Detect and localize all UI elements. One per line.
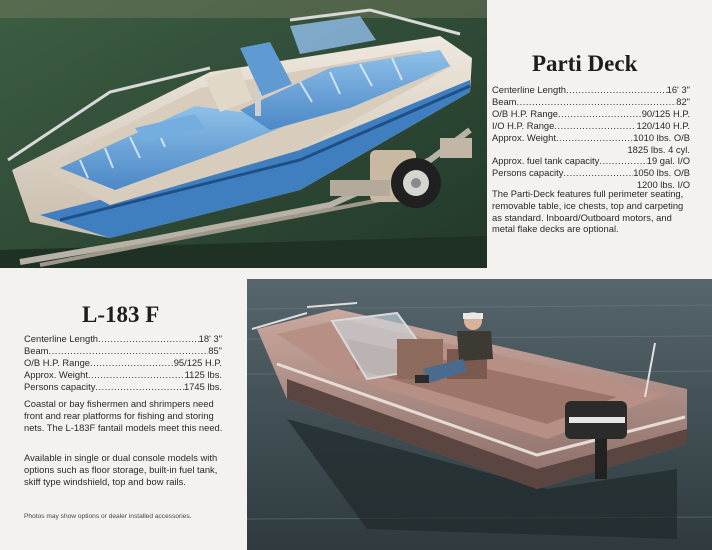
- parti-deck-title: Parti Deck: [532, 51, 638, 76]
- spec-value: 90/125 H.P.: [641, 107, 690, 119]
- l183f-description-1: Coastal or bay fishermen and shrimpers need front and rear platforms for fishing and storing nets. The L-183F fantail models meet this need.: [24, 398, 223, 433]
- spec-row: [492, 132, 690, 144]
- spec-label: Centerline Length: [24, 333, 99, 344]
- spec-label: O/B H.P. Range: [492, 107, 559, 119]
- spec-row: [492, 155, 690, 167]
- spec-value: 95/125 H.P.: [173, 356, 222, 368]
- spec-row: [24, 345, 222, 357]
- spec-value: 1825 lbs. 4 cyl.: [627, 143, 690, 155]
- spec-value: 1745 lbs.: [183, 380, 222, 392]
- parti-deck-description: The Parti-Deck features full perimeter seating, removable table, ice chests, top and carpeting as standard. Inboard/Outboard motors, and metal flake decks are optional.: [492, 188, 684, 235]
- parti-deck-photo: [0, 0, 487, 268]
- spec-row: [492, 108, 690, 120]
- spec-row: [492, 84, 690, 96]
- spec-row: [24, 369, 222, 381]
- spec-value: 1125 lbs.: [184, 368, 222, 380]
- spec-label: Beam: [492, 95, 517, 107]
- l183f-photo: [247, 279, 712, 550]
- spec-row-continuation: [492, 144, 690, 156]
- spec-value: 85": [208, 344, 222, 356]
- l183f-spec-list: [24, 333, 222, 393]
- spec-label: Persons capacity: [24, 380, 96, 392]
- spec-row: [492, 96, 690, 108]
- spec-value: 1200 lbs. I/O: [636, 179, 690, 191]
- parti-deck-spec-list: [492, 84, 690, 191]
- l183f-boat-illustration: [247, 279, 712, 550]
- spec-row: [492, 120, 690, 132]
- spec-value: 16' 3": [666, 84, 690, 95]
- parti-deck-boat-illustration: [0, 0, 487, 268]
- spec-row: [24, 357, 222, 369]
- spec-value: 1010 lbs. O/B: [633, 131, 690, 143]
- spec-value: 19 gal. I/O: [646, 155, 690, 167]
- spec-value: 1050 lbs. O/B: [633, 167, 690, 179]
- spec-label: Approx. fuel tank capacity: [492, 155, 600, 167]
- spec-value: 120/140 H.P.: [636, 119, 690, 131]
- spec-label: I/O H.P. Range: [492, 119, 555, 131]
- spec-row: [492, 167, 690, 179]
- spec-value: 82": [676, 95, 690, 107]
- spec-label: O/B H.P. Range: [24, 356, 91, 368]
- spec-row: [24, 333, 222, 345]
- spec-label: Beam: [24, 344, 49, 356]
- l183f-description-2: Available in single or dual console models with options such as floor storage, built-in fuel tank, skiff type windshield, top and bow rails.: [24, 452, 218, 487]
- l183f-title: L-183 F: [82, 302, 160, 327]
- spec-label: Centerline Length: [492, 84, 567, 95]
- footnote: Photos may show options or dealer installed accessories.: [24, 513, 192, 520]
- spec-label: Approx. Weight: [24, 368, 88, 380]
- spec-label: Persons capacity: [492, 167, 564, 179]
- spec-row: [24, 381, 222, 393]
- spec-value: 18' 3": [198, 333, 222, 344]
- spec-label: Approx. Weight: [492, 131, 556, 143]
